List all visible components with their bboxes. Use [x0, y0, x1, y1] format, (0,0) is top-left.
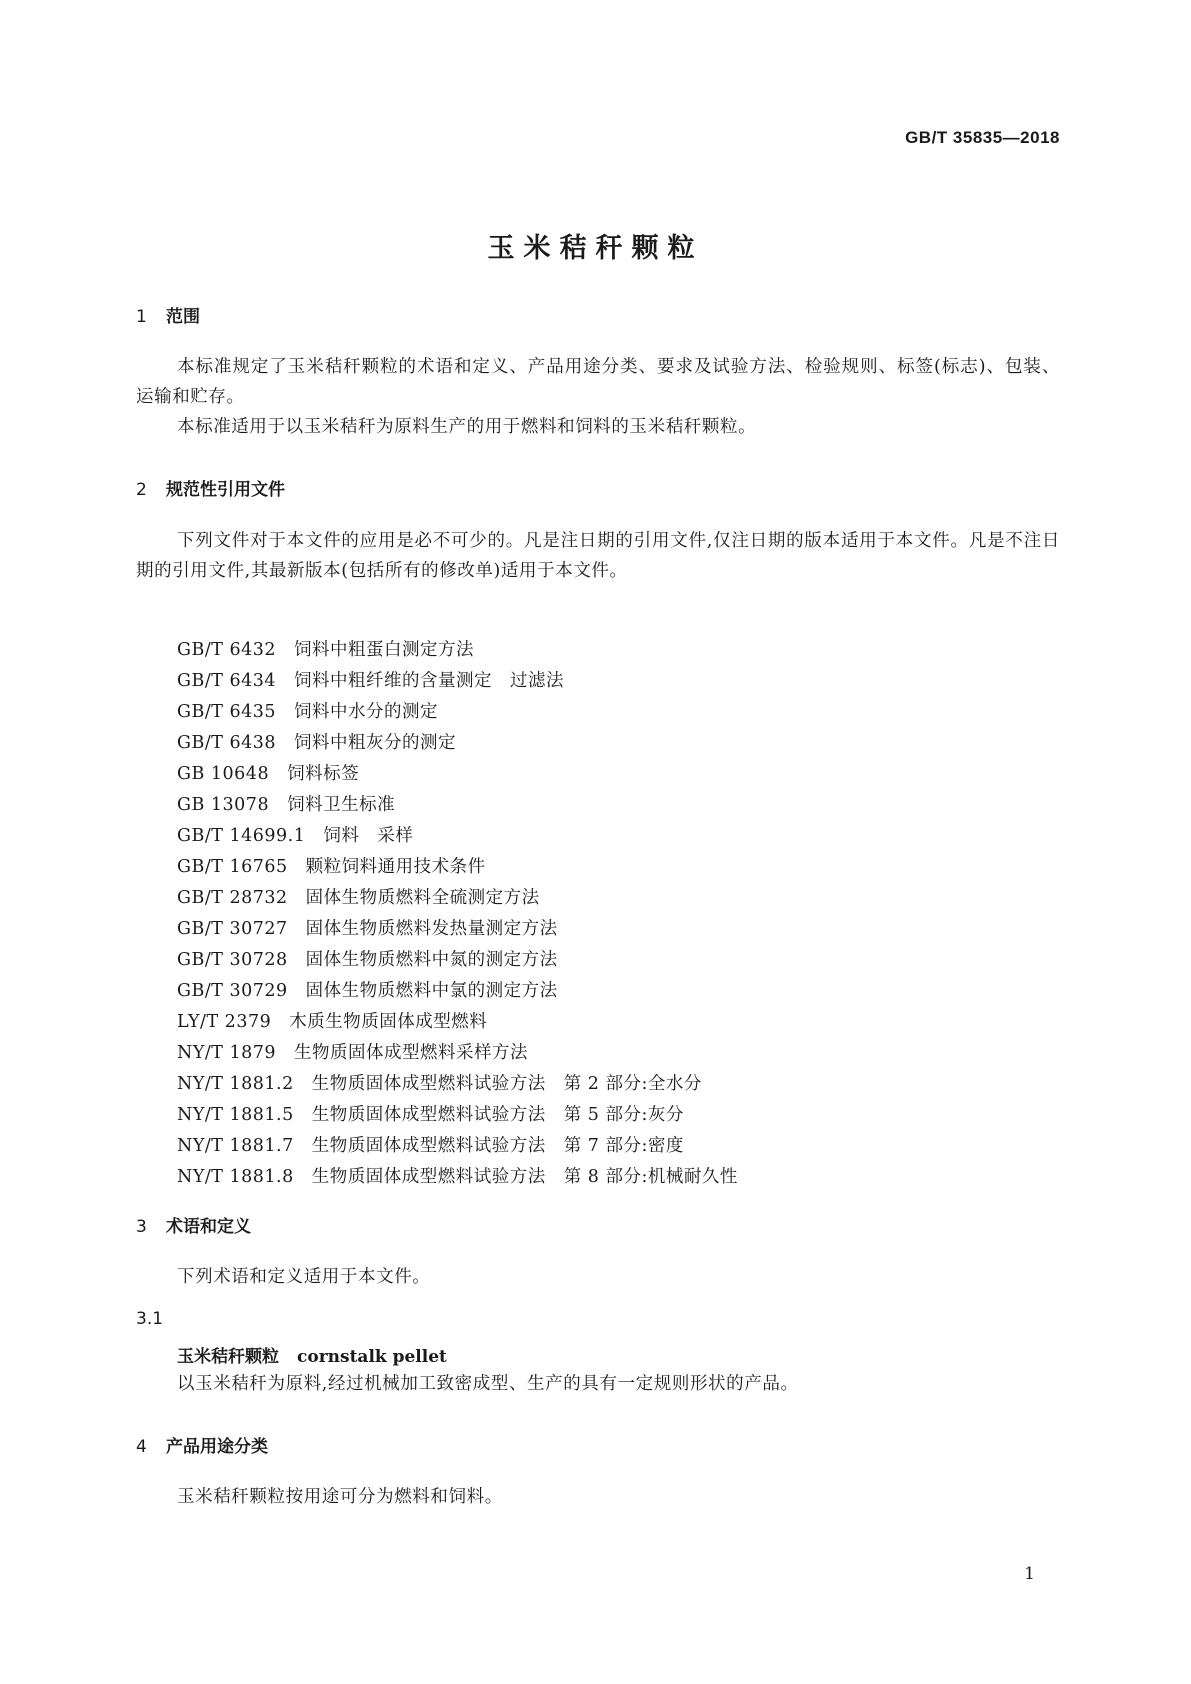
reference-code: GB 13078: [177, 795, 270, 815]
reference-item: [177, 759, 738, 790]
reference-item: [177, 852, 738, 883]
reference-title: 固体生物质燃料发热量测定方法: [305, 919, 558, 939]
reference-title: 饲料中水分的测定: [294, 702, 439, 722]
reference-title: 生物质固体成型燃料采样方法: [294, 1043, 529, 1063]
reference-title: 饲料标签: [287, 764, 360, 784]
reference-code: NY/T 1881.7: [177, 1136, 294, 1156]
reference-item: [177, 945, 738, 976]
reference-code: NY/T 1881.8: [177, 1167, 294, 1187]
reference-title: 饲料中粗灰分的测定: [294, 733, 457, 753]
reference-title: 木质生物质固体成型燃料: [289, 1012, 488, 1032]
reference-item: [177, 1100, 738, 1131]
section-number: 2: [136, 480, 147, 500]
section-3-heading: [136, 1212, 251, 1237]
terms-intro: 下列术语和定义适用于本文件。: [177, 1267, 431, 1287]
reference-code: GB/T 6438: [177, 733, 277, 753]
reference-code: GB/T 16765: [177, 857, 288, 877]
section-2-heading: [136, 475, 285, 500]
reference-code: GB/T 30728: [177, 950, 288, 970]
term-english: cornstalk pellet: [297, 1347, 447, 1367]
classification-text: 玉米秸秆颗粒按用途可分为燃料和饲料。: [177, 1487, 503, 1507]
section-4-heading: [136, 1432, 268, 1457]
section-title: 规范性引用文件: [166, 480, 285, 500]
references-intro: 下列文件对于本文件的应用是必不可少的。凡是注日期的引用文件,仅注日期的版本适用于本文件。凡是不注日期的引用文件,其最新版本(包括所有的修改单)适用于本文件。: [136, 531, 1060, 581]
reference-item: [177, 1007, 738, 1038]
reference-item: [177, 914, 738, 945]
reference-item: [177, 1162, 738, 1193]
reference-title: 饲料 采样: [323, 826, 414, 846]
reference-title: 生物质固体成型燃料试验方法 第 5 部分:灰分: [311, 1105, 684, 1125]
reference-title: 饲料中粗蛋白测定方法: [294, 640, 475, 660]
reference-item: [177, 1069, 738, 1100]
reference-item: [177, 728, 738, 759]
scope-paragraph-1: 本标准规定了玉米秸秆颗粒的术语和定义、产品用途分类、要求及试验方法、检验规则、标签(标志)、包装、运输和贮存。: [136, 357, 1060, 407]
reference-code: GB/T 6434: [177, 671, 277, 691]
reference-title: 生物质固体成型燃料试验方法 第 7 部分:密度: [311, 1136, 684, 1156]
reference-item: [177, 883, 738, 914]
section-1-heading: [136, 302, 200, 327]
reference-title: 固体生物质燃料全硫测定方法: [305, 888, 540, 908]
reference-code: NY/T 1881.2: [177, 1074, 294, 1094]
reference-list: [177, 635, 738, 1193]
reference-code: GB/T 6432: [177, 640, 277, 660]
reference-item: [177, 976, 738, 1007]
section-title: 术语和定义: [166, 1217, 251, 1237]
reference-item: [177, 1131, 738, 1162]
reference-item: [177, 635, 738, 666]
reference-item: [177, 790, 738, 821]
section-title: 产品用途分类: [166, 1437, 268, 1457]
section-title: 范围: [166, 307, 200, 327]
section-number: 4: [136, 1437, 147, 1457]
reference-title: 饲料中粗纤维的含量测定 过滤法: [294, 671, 565, 691]
subclause-number: 3.1: [136, 1309, 164, 1329]
scope-paragraph-2: 本标准适用于以玉米秸秆为原料生产的用于燃料和饲料的玉米秸秆颗粒。: [177, 417, 757, 437]
reference-item: [177, 1038, 738, 1069]
term-definition: 以玉米秸秆为原料,经过机械加工致密成型、生产的具有一定规则形状的产品。: [177, 1374, 799, 1394]
reference-title: 固体生物质燃料中氮的测定方法: [305, 950, 558, 970]
reference-code: GB/T 30729: [177, 981, 288, 1001]
reference-item: [177, 697, 738, 728]
document-title: 玉米秸秆颗粒: [487, 233, 704, 264]
reference-code: GB/T 30727: [177, 919, 288, 939]
standard-code: GB/T 35835—2018: [905, 128, 1060, 147]
page-number: 1: [1024, 1564, 1035, 1584]
reference-code: NY/T 1879: [177, 1043, 277, 1063]
term-entry: [177, 1342, 447, 1367]
reference-title: 生物质固体成型燃料试验方法 第 2 部分:全水分: [311, 1074, 702, 1094]
reference-title: 颗粒饲料通用技术条件: [305, 857, 486, 877]
section-number: 3: [136, 1217, 147, 1237]
reference-item: [177, 666, 738, 697]
reference-code: LY/T 2379: [177, 1012, 272, 1032]
reference-code: GB 10648: [177, 764, 270, 784]
reference-item: [177, 821, 738, 852]
reference-code: GB/T 28732: [177, 888, 288, 908]
reference-title: 饲料卫生标准: [287, 795, 396, 815]
section-number: 1: [136, 307, 147, 327]
reference-code: NY/T 1881.5: [177, 1105, 294, 1125]
term-chinese: 玉米秸秆颗粒: [177, 1347, 279, 1367]
reference-code: GB/T 14699.1: [177, 826, 306, 846]
reference-title: 生物质固体成型燃料试验方法 第 8 部分:机械耐久性: [311, 1167, 738, 1187]
reference-title: 固体生物质燃料中氯的测定方法: [305, 981, 558, 1001]
reference-code: GB/T 6435: [177, 702, 277, 722]
